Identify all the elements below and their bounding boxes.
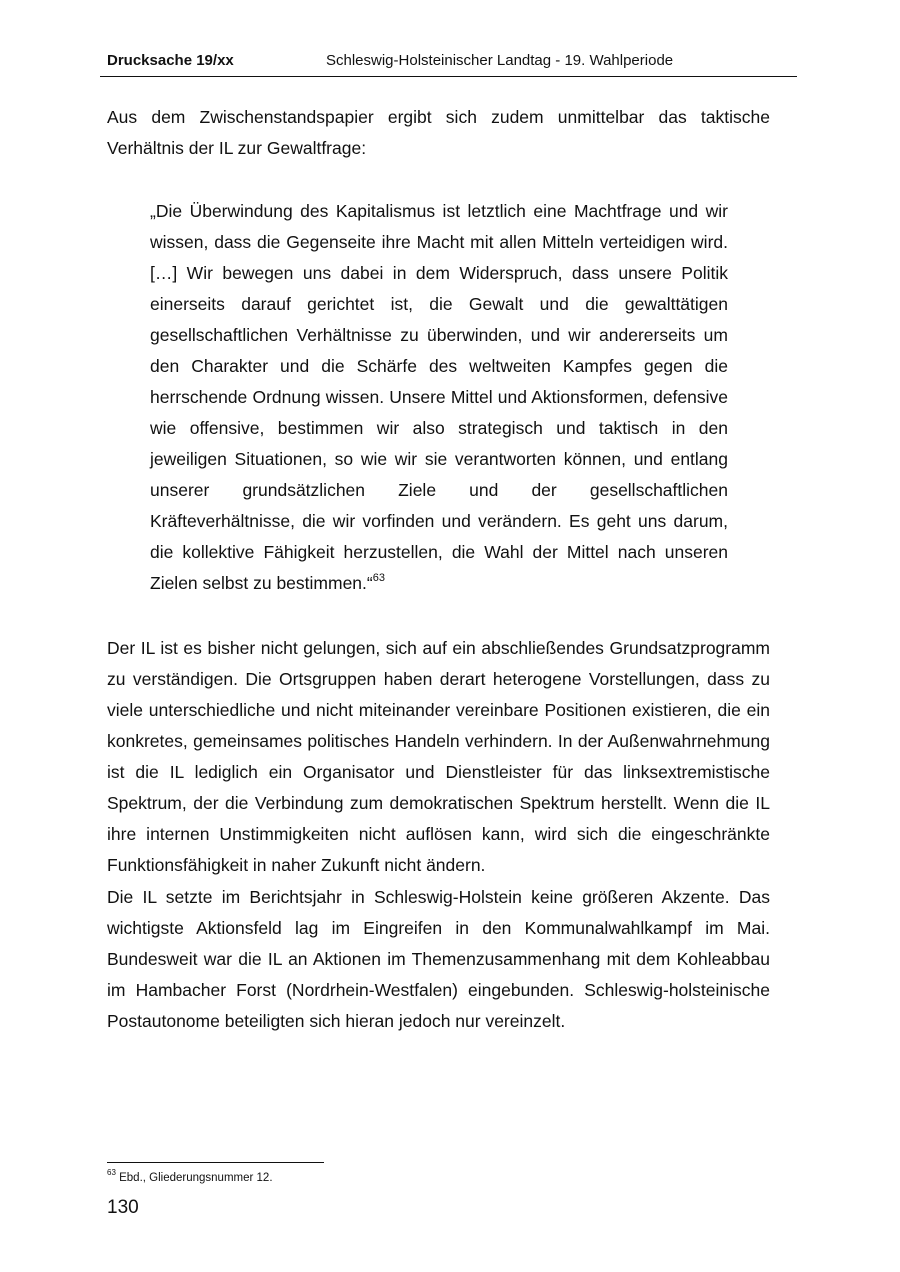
page-number: 130 xyxy=(107,1197,139,1218)
footnote-divider xyxy=(107,1162,324,1163)
header-divider xyxy=(100,76,797,77)
paragraph-assessment: Der IL ist es bisher nicht gelungen, sich auf ein abschließendes Grundsatzprogramm zu verständigen. Die Ortsgruppen haben derart heterogene Vorstellungen, dass zu viele unterschiedliche und nicht miteinander vereinbare Positionen existieren, die ein konkretes, gemeinsames politisches Handeln verhindern. In der Außenwahrnehmung ist die IL lediglich ein Organisator und Dienstleister für das linksextremistische Spektrum, der die Verbindung zum demokratischen Spektrum herstellt. Wenn die IL ihre internen Unstimmigkeiten nicht auflösen kann, wird sich die eingeschränkte Funktionsfähigkeit in naher Zukunft nicht ändern. xyxy=(107,638,770,875)
quote-text: „Die Überwindung des Kapitalismus ist letztlich eine Machtfrage und wir wissen, dass die Gegenseite ihre Macht mit allen Mitteln verteidigen wird. […] Wir bewegen uns dabei in dem Widerspruch, dass unsere Politik einerseits darauf gerichtet ist, die Gewalt und die gewalttätigen gesellschaftlichen Verhältnisse zu überwinden, und wir andererseits um den Charakter und die Schärfe des weltweiten Kampfes gegen die herrschende Ordnung wissen. Unsere Mittel und Aktionsformen, defensive wie offensive, bestimmen wir also strategisch und taktisch in den jeweiligen Situationen, so wie wir sie verantworten können, und entlang unserer grundsätzlichen Ziele und der gesellschaftlichen Kräfteverhältnisse, die wir vorfinden und verändern. Es geht uns darum, die kollektive Fähigkeit herzustellen, die Wahl der Mittel nach unseren Zielen selbst zu bestimmen.“ xyxy=(150,201,728,593)
footnote-number: 63 xyxy=(107,1168,116,1178)
block-quote xyxy=(150,196,728,599)
paragraph-activities: Die IL setzte im Berichtsjahr in Schleswig-Holstein keine größeren Akzente. Das wichtigste Aktionsfeld lag im Eingreifen in den Kommunalwahlkampf im Mai. Bundesweit war die IL an Aktionen im Themenzusammenhang mit dem Kohleabbau im Hambacher Forst (Nordrhein-Westfalen) eingebunden. Schleswig-holsteinische Postautonome beteiligten sich hieran jedoch nur vereinzelt. xyxy=(107,887,770,1031)
footnote-text: Ebd., Gliederungsnummer 12. xyxy=(119,1172,273,1184)
paragraph-intro: Aus dem Zwischenstandspapier ergibt sich zudem unmittelbar das taktische Verhältnis der IL zur Gewaltfrage: xyxy=(107,107,770,158)
document-id: Drucksache 19/xx xyxy=(107,52,234,69)
page-header xyxy=(107,52,797,76)
footnote xyxy=(107,1170,273,1186)
document-title: Schleswig-Holsteinischer Landtag - 19. Wahlperiode xyxy=(326,52,674,69)
footnote-reference[interactable]: 63 xyxy=(372,572,385,585)
